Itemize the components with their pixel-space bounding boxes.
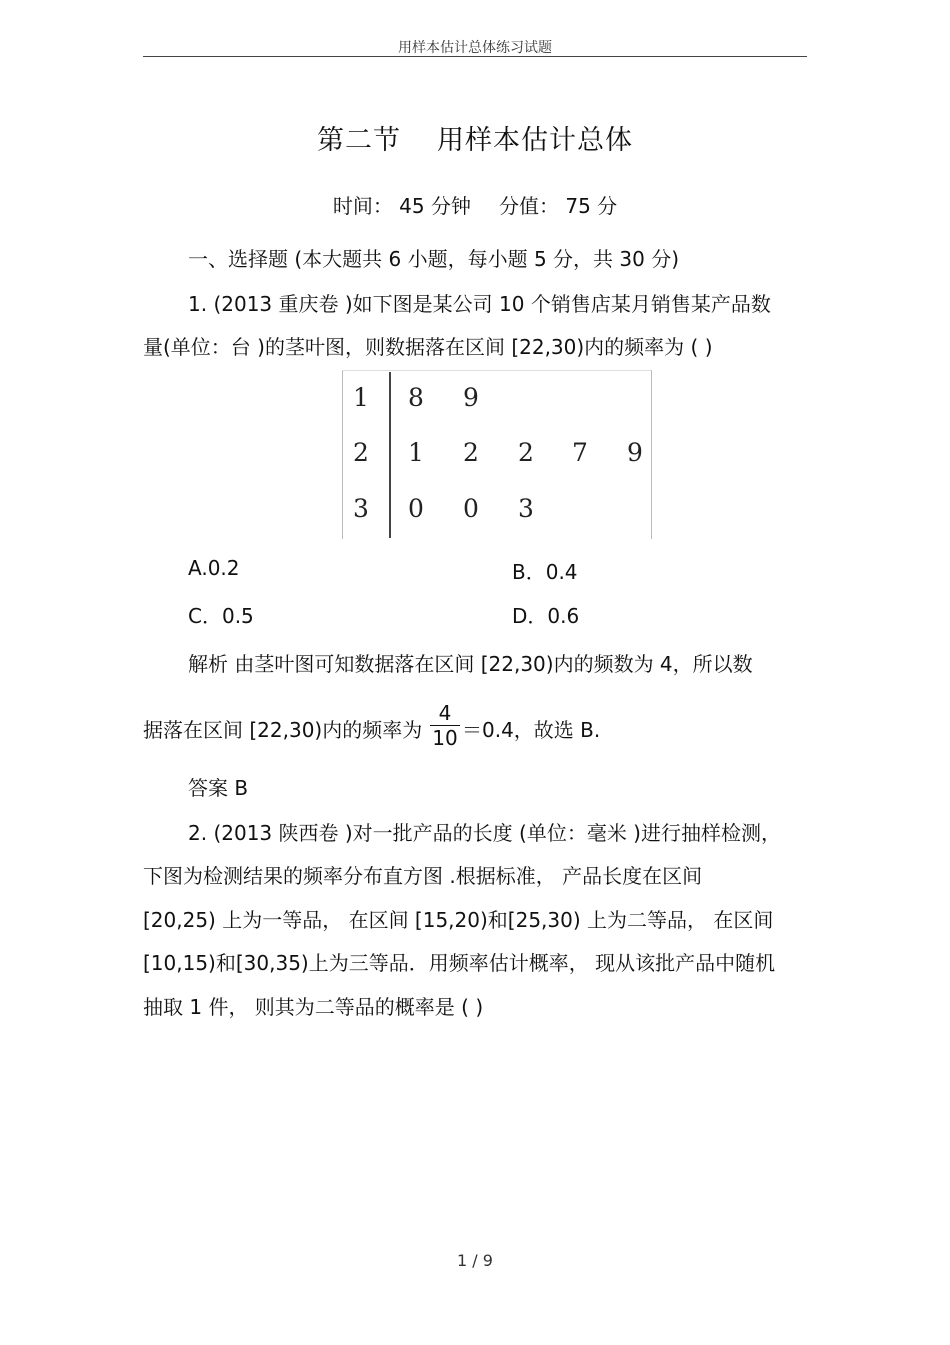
option-b: B．0.4 <box>512 560 578 584</box>
stem-value: 2 <box>353 438 369 467</box>
title-section: 第二节 <box>317 125 401 156</box>
page-header: 用样本估计总体练习试题 <box>398 40 552 56</box>
analysis-line2-text: 据落在区间 [22,30)内的频率为 <box>143 718 423 742</box>
q2-text-line2: 下图为检测结果的频率分布直方图 .根据标准， 产品长度在区间 <box>143 864 703 888</box>
fraction <box>430 702 460 749</box>
q1-text-line1: 1. (2013 重庆卷 )如下图是某公司 10 个销售店某月销售某产品数 <box>188 292 771 316</box>
total-score: 分值： 75 分 <box>499 194 618 218</box>
stem-leaf-divider <box>389 372 391 538</box>
leaf-value: 1 <box>408 438 424 467</box>
q2-text-line1: 2. (2013 陕西卷 )对一批产品的长度 (单位：毫米 )进行抽样检测， <box>188 821 781 845</box>
answer-line: 答案 B <box>188 776 249 800</box>
analysis-result: ＝0.4，故选 B. <box>462 718 601 742</box>
stem-value: 1 <box>353 383 369 412</box>
fraction-numerator: 4 <box>438 701 452 725</box>
leaf-value: 9 <box>463 383 479 412</box>
time-limit: 时间： 45 分钟 <box>332 194 471 218</box>
leaf-value: 2 <box>518 438 534 467</box>
option-d: D．0.6 <box>512 604 580 628</box>
analysis-line1: 解析 由茎叶图可知数据落在区间 [22,30)内的频数为 4，所以数 <box>188 652 753 676</box>
q2-text-line5: 抽取 1 件， 则其为二等品的概率是 ( ) <box>143 995 484 1019</box>
option-c: C．0.5 <box>188 604 254 628</box>
stem-value: 3 <box>353 494 369 523</box>
leaf-value: 8 <box>408 383 424 412</box>
fraction-denominator: 10 <box>432 726 458 750</box>
option-a: A.0.2 <box>188 556 240 580</box>
leaf-value: 0 <box>463 494 479 523</box>
page-title <box>0 118 950 157</box>
q2-text-line4: [10,15)和[30,35)上为三等品．用频率估计概率， 现从该批产品中随机 <box>143 951 776 975</box>
q1-text-line2: 量(单位：台 )的茎叶图，则数据落在区间 [22,30)内的频率为 ( ) <box>143 335 713 359</box>
page-number: 1 / 9 <box>457 1251 493 1270</box>
header-divider <box>143 56 807 57</box>
q2-text-line3: [20,25) 上为一等品， 在区间 [15,20)和[25,30) 上为二等品， 在区间 <box>143 908 774 932</box>
exam-meta <box>0 190 950 219</box>
title-topic: 用样本估计总体 <box>437 125 633 156</box>
leaf-value: 9 <box>627 438 643 467</box>
leaf-value: 2 <box>463 438 479 467</box>
leaf-value: 0 <box>408 494 424 523</box>
section-heading: 一、选择题 (本大题共 6 小题，每小题 5 分，共 30 分) <box>188 247 680 271</box>
leaf-value: 7 <box>572 438 588 467</box>
leaf-value: 3 <box>518 494 534 523</box>
